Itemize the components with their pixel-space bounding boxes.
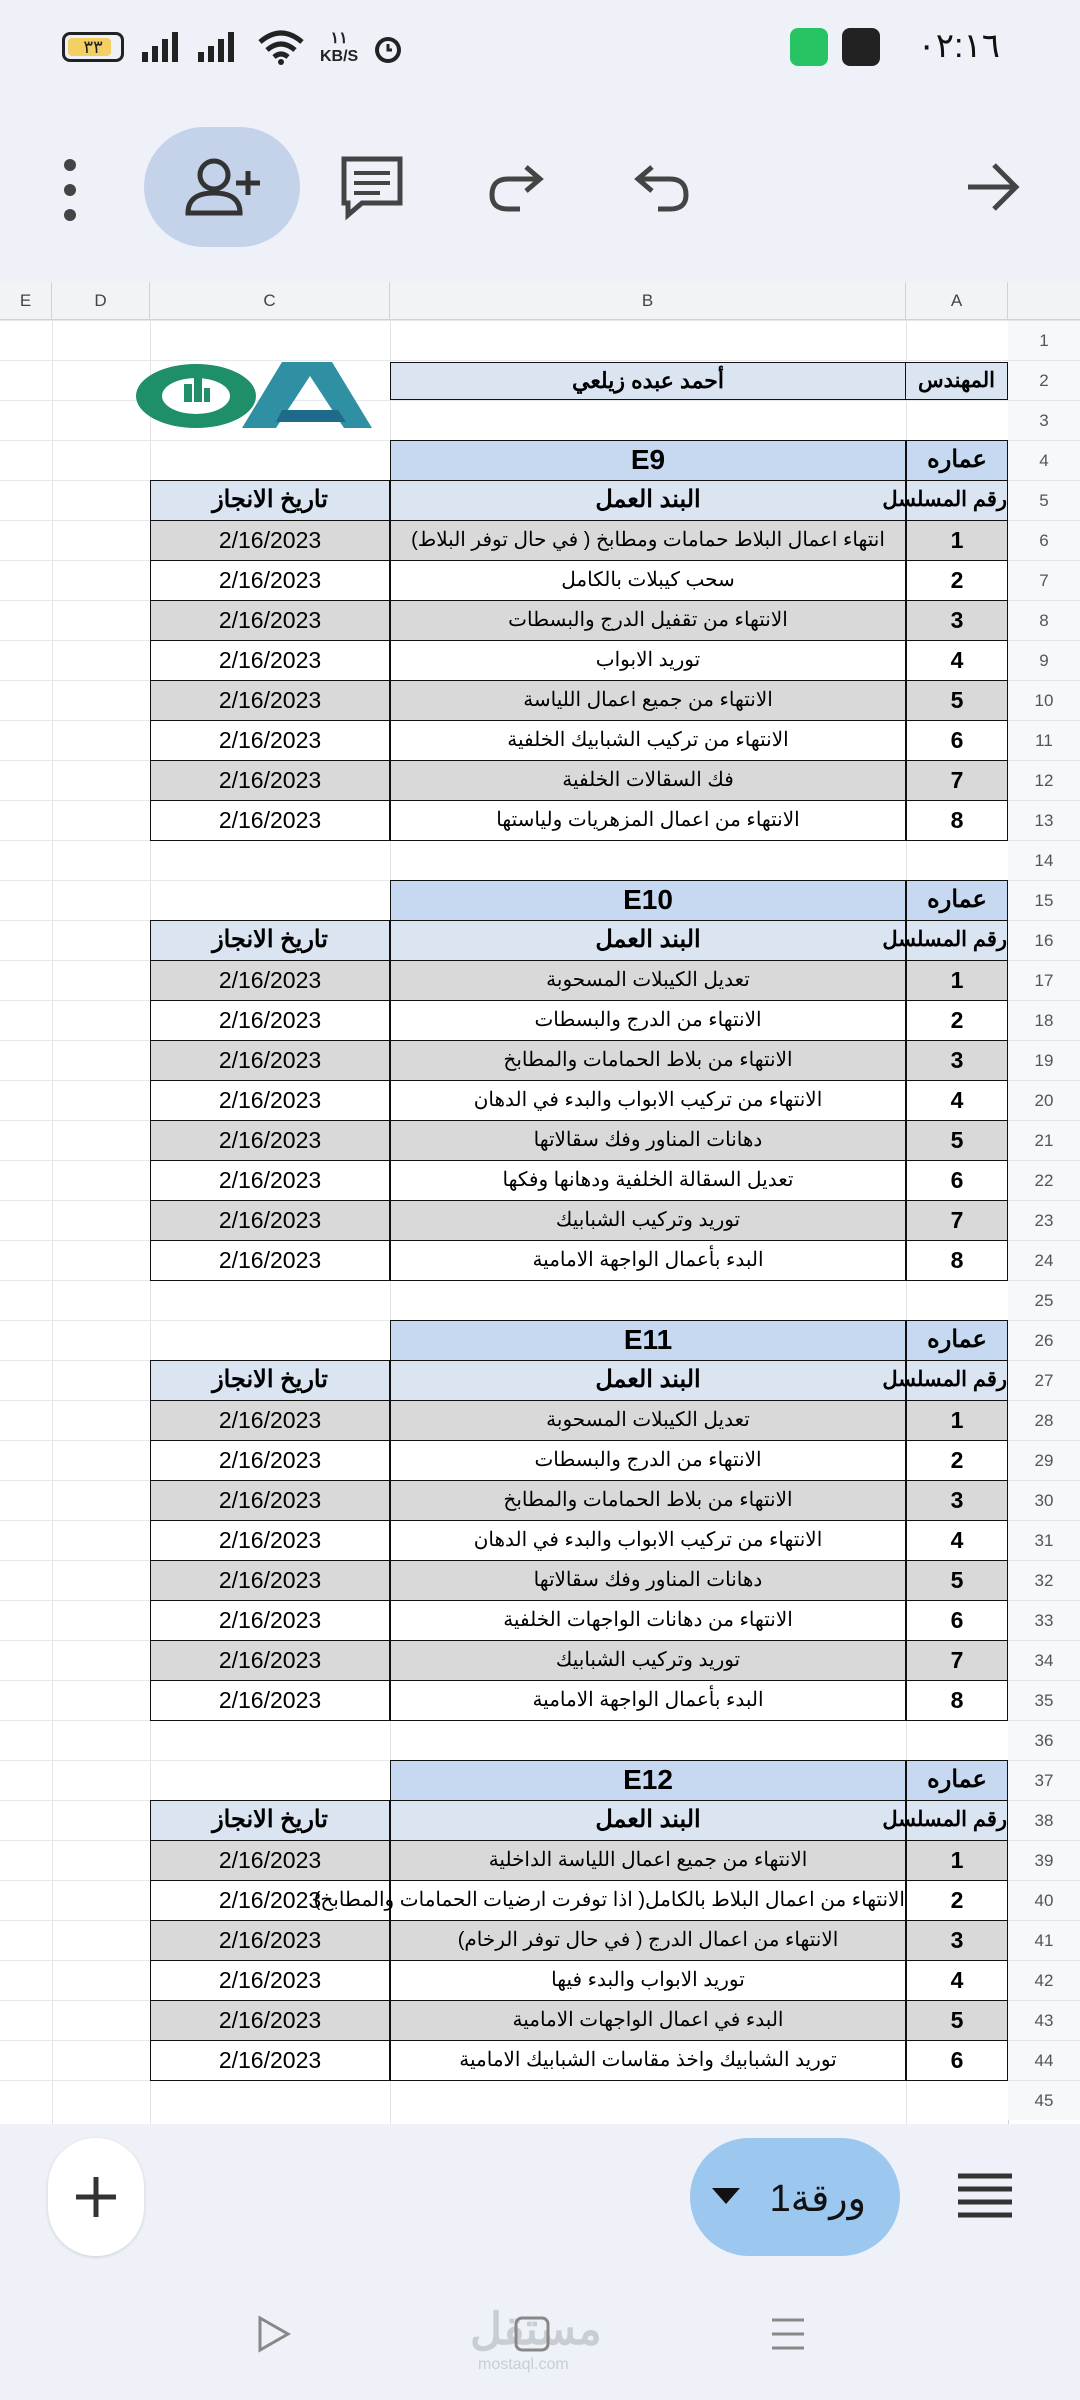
completion-date[interactable]: 2/16/2023 [150, 1120, 390, 1161]
row-header[interactable]: 1 [1008, 320, 1080, 360]
completion-date[interactable]: 2/16/2023 [150, 680, 390, 721]
network-speed [320, 30, 358, 66]
row-header[interactable]: 26 [1008, 1320, 1080, 1360]
column-header-a[interactable]: A [906, 282, 1008, 320]
add-person-icon [182, 155, 262, 219]
battery-icon [62, 32, 124, 62]
building-code[interactable]: E10 [390, 880, 906, 921]
chevron-down-icon [710, 2186, 742, 2208]
row-header[interactable]: 39 [1008, 1840, 1080, 1880]
row-header[interactable]: 29 [1008, 1440, 1080, 1480]
work-item[interactable]: تعديل الكيبلات المسحوبة [390, 960, 906, 1001]
sheet-tab[interactable] [690, 2138, 900, 2256]
work-item[interactable]: تعديل السقالة الخلفية ودهانها وفكها [390, 1160, 906, 1201]
row-header[interactable]: 4 [1008, 440, 1080, 480]
work-item[interactable]: البدء بأعمال الواجهة الامامية [390, 1680, 906, 1721]
status-time: ٠٢:١٦ [917, 27, 1000, 65]
select-all-corner[interactable] [1008, 282, 1080, 320]
row-header[interactable]: 18 [1008, 1000, 1080, 1040]
arrow-forward-icon[interactable] [964, 159, 1024, 215]
wifi-icon [256, 30, 306, 66]
work-item[interactable]: الانتهاء من الدرج والبسطات [390, 1440, 906, 1481]
plus-icon [74, 2175, 118, 2219]
row-header[interactable]: 10 [1008, 680, 1080, 720]
serial-number[interactable]: 8 [906, 1240, 1008, 1281]
serial-number[interactable]: 5 [906, 680, 1008, 721]
redo-icon[interactable] [486, 161, 546, 213]
header-item[interactable]: البند العمل [390, 480, 906, 521]
work-item[interactable]: الانتهاء من الدرج والبسطات [390, 1000, 906, 1041]
completion-date[interactable]: 2/16/2023 [150, 600, 390, 641]
completion-date[interactable]: 2/16/2023 [150, 1640, 390, 1681]
row-header[interactable]: 30 [1008, 1480, 1080, 1520]
completion-date[interactable]: 2/16/2023 [150, 560, 390, 601]
completion-date[interactable]: 2/16/2023 [150, 960, 390, 1001]
serial-number[interactable]: 3 [906, 600, 1008, 641]
engineer-name[interactable]: أحمد عبده زيلعي [390, 362, 906, 400]
row-header[interactable]: 21 [1008, 1120, 1080, 1160]
speed-unit: KB/S [320, 48, 359, 65]
completion-date[interactable]: 2/16/2023 [150, 1440, 390, 1481]
row-header[interactable]: 13 [1008, 800, 1080, 840]
completion-date[interactable]: 2/16/2023 [150, 1160, 390, 1201]
row-header[interactable]: 2 [1008, 360, 1080, 400]
serial-number[interactable]: 6 [906, 720, 1008, 761]
serial-number[interactable]: 4 [906, 640, 1008, 681]
work-item[interactable]: الانتهاء من بلاط الحمامات والمطابخ [390, 1480, 906, 1521]
completion-date[interactable]: 2/16/2023 [150, 1520, 390, 1561]
header-date[interactable]: تاريخ الانجاز [150, 480, 390, 521]
serial-number[interactable]: 5 [906, 1120, 1008, 1161]
toolbar [0, 95, 1080, 280]
serial-number[interactable]: 1 [906, 520, 1008, 561]
row-header[interactable]: 31 [1008, 1520, 1080, 1560]
work-item[interactable]: دهانات المناور وفك سقالاتها [390, 1120, 906, 1161]
engineer-label[interactable]: المهندس [906, 362, 1008, 400]
serial-number[interactable]: 2 [906, 1880, 1008, 1921]
completion-date[interactable]: 2/16/2023 [150, 1920, 390, 1961]
row-header[interactable]: 27 [1008, 1360, 1080, 1400]
work-item[interactable]: الانتهاء من تركيب الابواب والبدء في الدهان [390, 1080, 906, 1121]
call-icon [790, 28, 828, 66]
work-item[interactable]: سحب كيبلات بالكامل [390, 560, 906, 601]
work-item[interactable]: البدء بأعمال الواجهة الامامية [390, 1240, 906, 1281]
completion-date[interactable]: 2/16/2023 [150, 520, 390, 561]
grid-line [0, 320, 1008, 321]
row-header[interactable]: 12 [1008, 760, 1080, 800]
watermark-text: مستقل [470, 2305, 602, 2354]
row-header[interactable]: 6 [1008, 520, 1080, 560]
row-header[interactable]: 32 [1008, 1560, 1080, 1600]
row-header[interactable]: 7 [1008, 560, 1080, 600]
serial-number[interactable]: 7 [906, 760, 1008, 801]
serial-number[interactable]: 4 [906, 1520, 1008, 1561]
row-header[interactable]: 44 [1008, 2040, 1080, 2080]
row-header[interactable]: 11 [1008, 720, 1080, 760]
serial-number[interactable]: 1 [906, 1840, 1008, 1881]
serial-number[interactable]: 1 [906, 1400, 1008, 1441]
header-date[interactable]: تاريخ الانجاز [150, 920, 390, 961]
work-item[interactable]: الانتهاء من بلاط الحمامات والمطابخ [390, 1040, 906, 1081]
comment-icon[interactable] [340, 155, 404, 219]
row-header[interactable]: 34 [1008, 1640, 1080, 1680]
serial-number[interactable]: 7 [906, 1200, 1008, 1241]
completion-date[interactable]: 2/16/2023 [150, 2040, 390, 2081]
work-item[interactable]: الانتهاء من جميع اعمال اللياسة [390, 680, 906, 721]
work-item[interactable]: الانتهاء من اعمال الدرج ( في حال توفر الرخام) [390, 1920, 906, 1961]
serial-number[interactable]: 5 [906, 2000, 1008, 2041]
row-header[interactable]: 20 [1008, 1080, 1080, 1120]
building-label[interactable]: عماره [906, 880, 1008, 921]
row-header[interactable]: 14 [1008, 840, 1080, 880]
completion-date[interactable]: 2/16/2023 [150, 640, 390, 681]
row-header[interactable]: 22 [1008, 1160, 1080, 1200]
completion-date[interactable]: 2/16/2023 [150, 1560, 390, 1601]
row-header[interactable]: 8 [1008, 600, 1080, 640]
row-header[interactable]: 23 [1008, 1200, 1080, 1240]
work-item[interactable]: الانتهاء من اعمال المزهريات ولياستها [390, 800, 906, 841]
completion-date[interactable]: 2/16/2023 [150, 1840, 390, 1881]
row-header[interactable]: 15 [1008, 880, 1080, 920]
serial-number[interactable]: 6 [906, 1600, 1008, 1641]
completion-date[interactable]: 2/16/2023 [150, 1600, 390, 1641]
work-item[interactable]: الانتهاء من تقفيل الدرج والبسطات [390, 600, 906, 641]
battery-level: ٣٣ [83, 37, 103, 57]
completion-date[interactable]: 2/16/2023 [150, 1680, 390, 1721]
work-item[interactable]: انتهاء اعمال البلاط حمامات ومطابخ ( في حال توفر البلاط) [390, 520, 906, 561]
building-label[interactable]: عماره [906, 440, 1008, 481]
building-code[interactable]: E12 [390, 1760, 906, 1801]
signal-icon [140, 30, 200, 64]
serial-number[interactable]: 8 [906, 800, 1008, 841]
completion-date[interactable]: 2/16/2023 [150, 1960, 390, 2001]
completion-date[interactable]: 2/16/2023 [150, 1480, 390, 1521]
status-bar [0, 0, 1080, 95]
completion-date[interactable]: 2/16/2023 [150, 720, 390, 761]
serial-number[interactable]: 7 [906, 1640, 1008, 1681]
add-sheet-button[interactable] [48, 2138, 144, 2256]
header-item[interactable]: البند العمل [390, 920, 906, 961]
serial-number[interactable]: 2 [906, 1000, 1008, 1041]
work-item[interactable]: الانتهاء من جميع اعمال اللياسة الداخلية [390, 1840, 906, 1881]
alarm-icon [370, 30, 406, 66]
sheet-bar [0, 2124, 1080, 2270]
row-header[interactable]: 43 [1008, 2000, 1080, 2040]
completion-date[interactable]: 2/16/2023 [150, 1080, 390, 1121]
serial-number[interactable]: 5 [906, 1560, 1008, 1601]
home-nav-icon[interactable] [512, 2314, 552, 2354]
header-serial[interactable]: رقم المسلسل [906, 1800, 1008, 1841]
row-header[interactable]: 16 [1008, 920, 1080, 960]
completion-date[interactable]: 2/16/2023 [150, 1040, 390, 1081]
watermark-sub: mostaql.com [478, 2356, 569, 2373]
row-header[interactable]: 9 [1008, 640, 1080, 680]
header-serial[interactable]: رقم المسلسل [906, 920, 1008, 961]
all-sheets-icon[interactable] [956, 2172, 1014, 2218]
serial-number[interactable]: 2 [906, 1440, 1008, 1481]
work-item[interactable]: توريد الابواب [390, 640, 906, 681]
grid-line [52, 320, 53, 2124]
row-header[interactable]: 5 [1008, 480, 1080, 520]
completion-date[interactable]: 2/16/2023 [150, 1400, 390, 1441]
serial-number[interactable]: 4 [906, 1960, 1008, 2001]
row-header[interactable]: 35 [1008, 1680, 1080, 1720]
work-item[interactable]: الانتهاء من تركيب الابواب والبدء في الدهان [390, 1520, 906, 1561]
serial-number[interactable]: 2 [906, 560, 1008, 601]
work-item[interactable]: توريد وتركيب الشبابيك [390, 1640, 906, 1681]
row-header[interactable]: 33 [1008, 1600, 1080, 1640]
serial-number[interactable]: 3 [906, 1040, 1008, 1081]
more-vert-icon[interactable] [50, 155, 90, 225]
work-item[interactable]: الانتهاء من اعمال البلاط بالكامل( اذا توفرت ارضيات الحمامات والمطابخ) [390, 1880, 906, 1921]
recents-nav-icon[interactable] [768, 2314, 808, 2354]
header-date[interactable]: تاريخ الانجاز [150, 1800, 390, 1841]
row-header[interactable]: 36 [1008, 1720, 1080, 1760]
serial-number[interactable]: 3 [906, 1480, 1008, 1521]
header-serial[interactable]: رقم المسلسل [906, 480, 1008, 521]
row-header[interactable]: 17 [1008, 960, 1080, 1000]
work-item[interactable]: تعديل الكيبلات المسحوبة [390, 1400, 906, 1441]
completion-date[interactable]: 2/16/2023 [150, 2000, 390, 2041]
row-header[interactable]: 41 [1008, 1920, 1080, 1960]
work-item[interactable]: البدء في اعمال الواجهات الامامية [390, 2000, 906, 2041]
work-item[interactable]: الانتهاء من تركيب الشبابيك الخلفية [390, 720, 906, 761]
header-item[interactable]: البند العمل [390, 1360, 906, 1401]
row-header[interactable]: 40 [1008, 1880, 1080, 1920]
row-header[interactable]: 25 [1008, 1280, 1080, 1320]
serial-number[interactable]: 3 [906, 1920, 1008, 1961]
completion-date[interactable]: 2/16/2023 [150, 1880, 390, 1921]
completion-date[interactable]: 2/16/2023 [150, 800, 390, 841]
row-header[interactable]: 45 [1008, 2080, 1080, 2120]
row-header[interactable]: 19 [1008, 1040, 1080, 1080]
serial-number[interactable]: 4 [906, 1080, 1008, 1121]
signal-icon-2 [196, 30, 244, 64]
row-header[interactable]: 37 [1008, 1760, 1080, 1800]
work-item[interactable]: الانتهاء من دهانات الواجهات الخلفية [390, 1600, 906, 1641]
column-header-d[interactable]: D [52, 282, 150, 320]
building-label[interactable]: عماره [906, 1320, 1008, 1361]
header-date[interactable]: تاريخ الانجاز [150, 1360, 390, 1401]
work-item[interactable]: توريد الشبابيك واخذ مقاسات الشبابيك الامامية [390, 2040, 906, 2081]
company-logo [132, 358, 384, 438]
serial-number[interactable]: 1 [906, 960, 1008, 1001]
gallery-icon [842, 28, 880, 66]
row-header[interactable]: 42 [1008, 1960, 1080, 2000]
work-item[interactable]: فك السقالات الخلفية [390, 760, 906, 801]
building-label[interactable]: عماره [906, 1760, 1008, 1801]
row-header[interactable]: 38 [1008, 1800, 1080, 1840]
row-header[interactable]: 3 [1008, 400, 1080, 440]
completion-date[interactable]: 2/16/2023 [150, 1200, 390, 1241]
column-header-b[interactable]: B [390, 282, 906, 320]
serial-number[interactable]: 6 [906, 2040, 1008, 2081]
sheet-tab-label: ورقة1 [769, 2178, 866, 2220]
column-header-c[interactable]: C [150, 282, 390, 320]
undo-icon[interactable] [632, 161, 692, 213]
header-serial[interactable]: رقم المسلسل [906, 1360, 1008, 1401]
serial-number[interactable]: 8 [906, 1680, 1008, 1721]
header-item[interactable]: البند العمل [390, 1800, 906, 1841]
add-person-button[interactable] [144, 127, 300, 247]
column-header-e[interactable]: E [0, 282, 52, 320]
work-item[interactable]: توريد الابواب والبدء فيها [390, 1960, 906, 2001]
building-code[interactable]: E11 [390, 1320, 906, 1361]
system-nav-bar [0, 2270, 1080, 2400]
speed-value: ١١ [330, 30, 348, 47]
completion-date[interactable]: 2/16/2023 [150, 1000, 390, 1041]
work-item[interactable]: توريد وتركيب الشبابيك [390, 1200, 906, 1241]
completion-date[interactable]: 2/16/2023 [150, 760, 390, 801]
row-header[interactable]: 28 [1008, 1400, 1080, 1440]
work-item[interactable]: دهانات المناور وفك سقالاتها [390, 1560, 906, 1601]
completion-date[interactable]: 2/16/2023 [150, 1240, 390, 1281]
building-code[interactable]: E9 [390, 440, 906, 481]
row-header[interactable]: 24 [1008, 1240, 1080, 1280]
spreadsheet-grid[interactable] [0, 282, 1080, 2124]
serial-number[interactable]: 6 [906, 1160, 1008, 1201]
back-nav-icon[interactable] [254, 2314, 294, 2354]
